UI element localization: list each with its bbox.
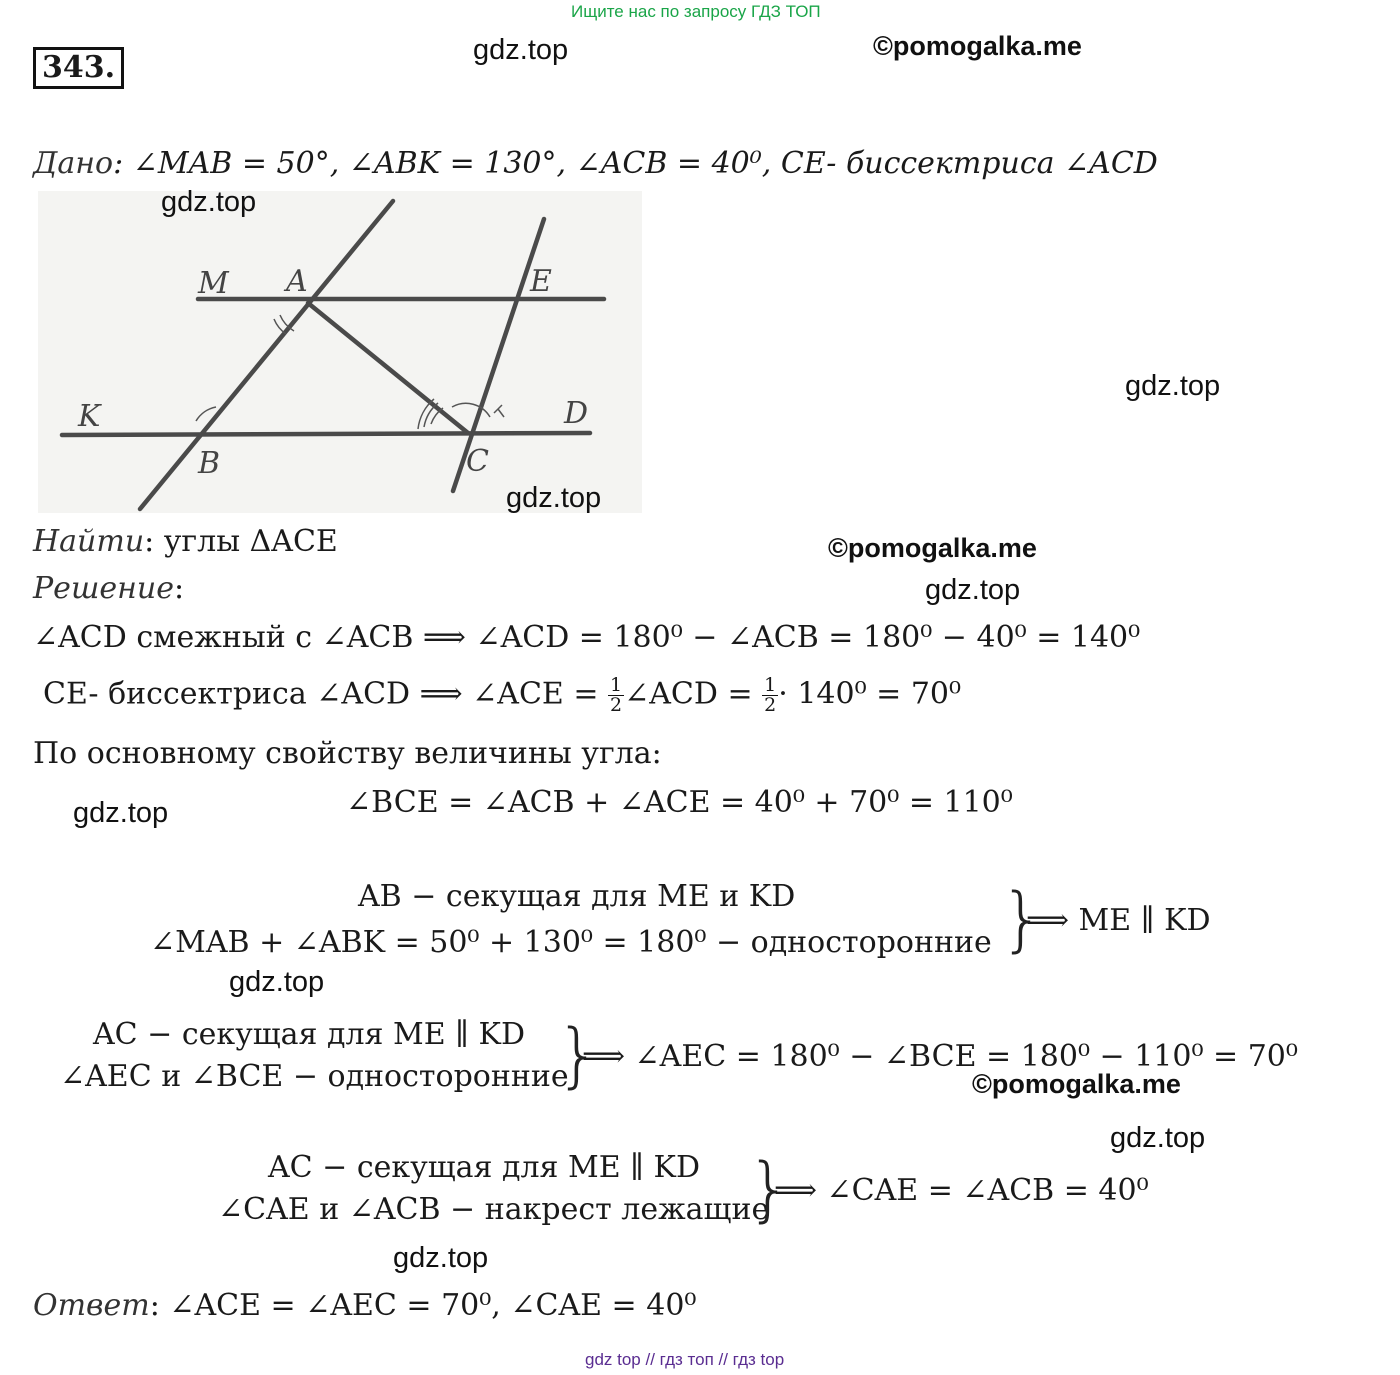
- block3-result: ⟹ ∠CAE = ∠ACB = 40⁰: [774, 1173, 1149, 1208]
- answer-label: Ответ: [33, 1288, 150, 1323]
- arc-c4: [452, 403, 490, 417]
- block3-line2: ∠CAE и ∠ACB − накрест лежащие: [218, 1192, 770, 1227]
- footer-links[interactable]: gdz top // гдз топ // гдз top: [585, 1350, 785, 1369]
- find-label: Найти: [33, 524, 145, 559]
- brace-2: }: [556, 1014, 601, 1096]
- watermark-gdz: gdz.top: [229, 966, 325, 998]
- fig-label-c: C: [466, 444, 489, 479]
- solution-colon: :: [173, 571, 185, 606]
- watermark-pomogalka: ©pomogalka.me: [873, 31, 1082, 61]
- solution-line-4: ∠BCE = ∠ACB + ∠ACE = 40⁰ + 70⁰ = 110⁰: [346, 785, 1013, 820]
- line2-part-b: ∠ACD =: [624, 676, 763, 712]
- fig-label-m: M: [198, 266, 229, 301]
- brace-1: }: [1000, 878, 1045, 960]
- solution-label: Решение: [33, 571, 174, 606]
- fraction-half: [608, 676, 624, 715]
- solution-line-2: [43, 676, 961, 715]
- watermark-pomogalka: ©pomogalka.me: [972, 1069, 1181, 1099]
- fraction-half: [762, 676, 778, 715]
- block1-result: ⟹ ME ∥ KD: [1026, 903, 1211, 938]
- solution-heading: [33, 571, 184, 606]
- geometry-figure: [38, 191, 642, 513]
- problem-number: 343.: [33, 47, 124, 89]
- fig-label-k: K: [78, 399, 101, 434]
- block1-line2: ∠MAB + ∠ABK = 50⁰ + 130⁰ = 180⁰ − односторонние: [150, 925, 992, 960]
- top-search-link[interactable]: Ищите нас по запросу ГДЗ ТОП: [571, 2, 821, 21]
- line2-part-c: · 140⁰ = 70⁰: [778, 676, 962, 712]
- watermark-pomogalka: ©pomogalka.me: [828, 533, 1037, 563]
- watermark-gdz: gdz.top: [73, 797, 169, 829]
- fig-label-b: B: [198, 446, 221, 481]
- watermark-gdz: gdz.top: [161, 186, 257, 218]
- fraction-numerator: 1: [764, 674, 777, 696]
- given-line: [33, 146, 1158, 181]
- block2-line2: ∠AEC и ∠BCE − односторонние: [60, 1059, 569, 1094]
- find-line: [33, 524, 338, 559]
- watermark-gdz: gdz.top: [393, 1242, 489, 1274]
- find-text: : углы ΔACE: [144, 524, 338, 559]
- given-label: Дано: [33, 146, 114, 181]
- block3-line1: AC − секущая для ME ∥ KD: [268, 1150, 701, 1185]
- watermark-gdz: gdz.top: [1110, 1122, 1206, 1154]
- answer-line: [33, 1288, 696, 1323]
- solution-line-3: По основному свойству величины угла:: [33, 736, 662, 771]
- fraction-numerator: 1: [610, 674, 623, 696]
- watermark-gdz: gdz.top: [1125, 370, 1221, 402]
- line-ab: [140, 201, 393, 509]
- watermark-gdz: gdz.top: [473, 34, 569, 66]
- segment-ac: [308, 303, 468, 433]
- fig-label-e: E: [530, 264, 552, 299]
- fraction-denominator: 2: [764, 694, 777, 716]
- given-text: : ∠MAB = 50°, ∠ABK = 130°, ∠ACB = 40⁰, CE- биссектриса ∠ACD: [113, 146, 1158, 181]
- watermark-gdz: gdz.top: [925, 574, 1021, 606]
- answer-text: : ∠ACE = ∠AEC = 70⁰, ∠CAE = 40⁰: [149, 1288, 697, 1323]
- block2-result: ⟹ ∠AEC = 180⁰ − ∠BCE = 180⁰ − 110⁰ = 70⁰: [582, 1039, 1298, 1074]
- watermark-gdz: gdz.top: [506, 482, 602, 514]
- fig-label-a: A: [286, 264, 308, 299]
- line-kd: [62, 433, 590, 435]
- block2-line1: AC − секущая для ME ∥ KD: [93, 1017, 526, 1052]
- fraction-denominator: 2: [610, 694, 623, 716]
- block1-line1: AB − секущая для ME и KD: [358, 879, 796, 914]
- brace-3: }: [747, 1148, 792, 1230]
- solution-line-1: ∠ACD смежный с ∠ACB ⟹ ∠ACD = 180⁰ − ∠ACB = 180⁰ − 40⁰ = 140⁰: [33, 620, 1141, 655]
- line2-part-a: CE- биссектриса ∠ACD ⟹ ∠ACE =: [43, 676, 609, 712]
- tick-c: [494, 405, 504, 417]
- figure-svg: [38, 191, 642, 513]
- fig-label-d: D: [564, 396, 589, 431]
